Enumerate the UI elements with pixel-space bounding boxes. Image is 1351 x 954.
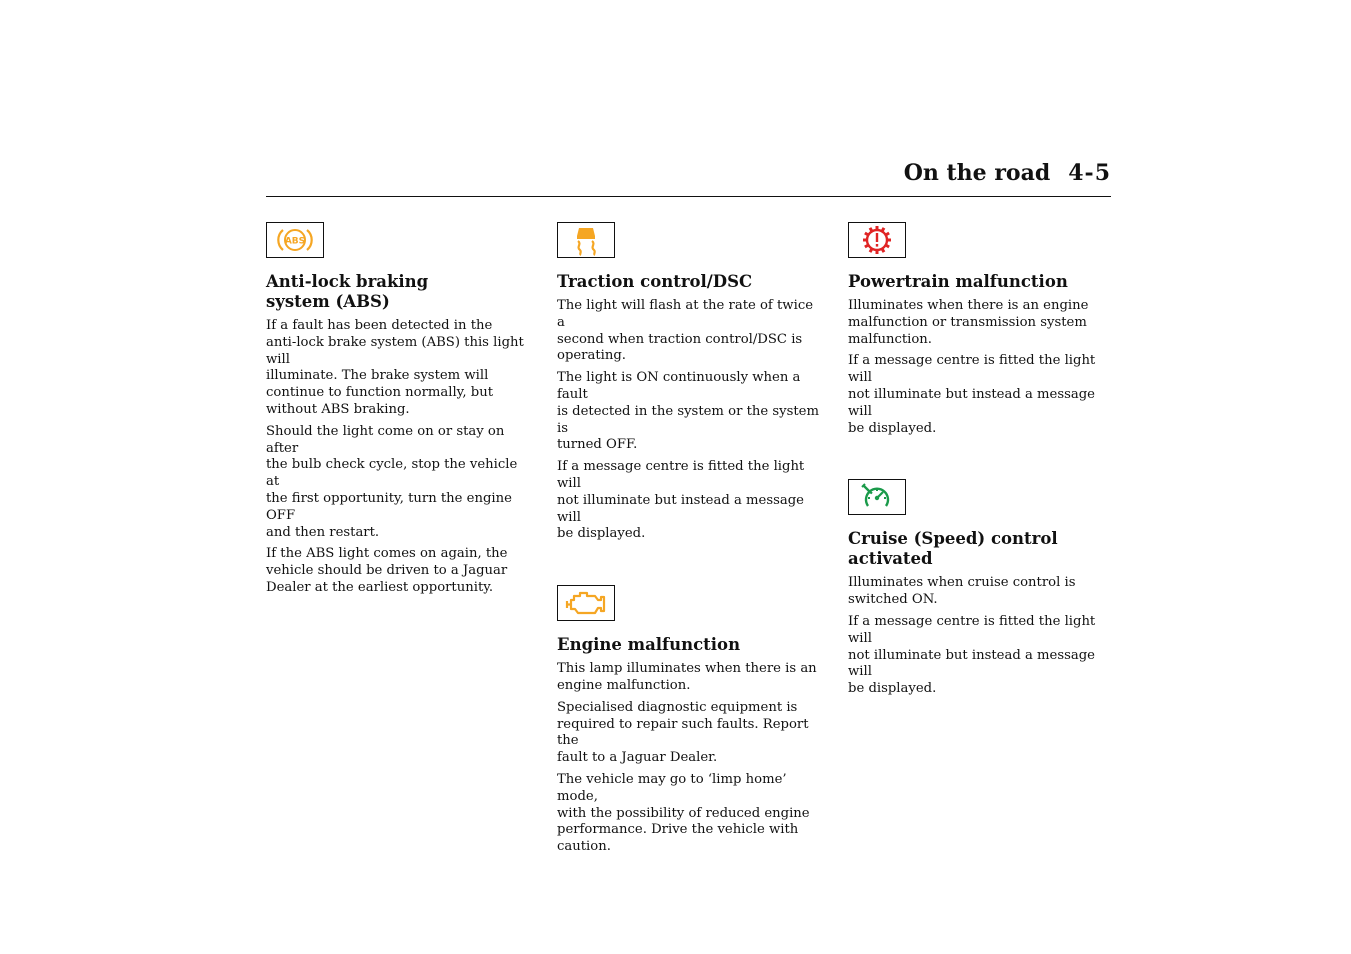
paragraph-line: If a message centre is fitted the light will (848, 353, 1096, 386)
section-heading (557, 272, 819, 292)
cruise-control-icon (861, 483, 893, 511)
paragraph-line: anti-lock brake system (ABS) this light will (266, 334, 524, 367)
abs-warning-icon (275, 225, 315, 255)
body-paragraph (557, 772, 819, 856)
body-paragraph (848, 298, 1110, 348)
paragraph-line: be displayed. (557, 526, 646, 542)
traction-control-icon (571, 224, 601, 256)
section-heading (266, 272, 528, 312)
heading-line: activated (848, 549, 933, 569)
section-number: 4-5 (1068, 160, 1111, 186)
paragraph-line: not illuminate but instead a message will (848, 386, 1095, 419)
paragraph-line: Dealer at the earliest opportunity. (266, 579, 494, 595)
paragraph-line: This lamp illuminates when there is an (557, 661, 817, 677)
column-2 (557, 222, 819, 861)
paragraph-line: operating. (557, 348, 626, 364)
page-header (266, 158, 1111, 197)
warning-light-icon-box (557, 585, 615, 621)
paragraph-line: the bulb check cycle, stop the vehicle at (266, 457, 518, 490)
svg-text:ABS: ABS (284, 236, 306, 247)
paragraph-line: be displayed. (848, 420, 937, 436)
paragraph-line: the first opportunity, turn the engine OFF (266, 490, 512, 523)
paragraph-line: If a message centre is fitted the light will (848, 613, 1096, 646)
body-paragraph (557, 298, 819, 365)
powertrain-malfunction-icon (862, 225, 892, 255)
paragraph-line: If a message centre is fitted the light will (557, 459, 805, 491)
body-paragraph (266, 318, 528, 419)
heading-line: Cruise (Speed) control (848, 529, 1058, 549)
body-paragraph (848, 614, 1110, 698)
paragraph-line: be displayed. (848, 681, 937, 697)
paragraph-line: and then restart. (266, 524, 380, 540)
paragraph-line: is detected in the system or the system is (557, 403, 819, 436)
body-paragraph (557, 700, 819, 767)
paragraph-line: Specialised diagnostic equipment is (557, 699, 798, 715)
paragraph-line: not illuminate but instead a message will (848, 647, 1095, 680)
paragraph-line: Illuminates when there is an engine (848, 298, 1089, 313)
warning-light-icon-box (848, 479, 906, 515)
heading-line: Engine malfunction (557, 635, 741, 655)
engine-malfunction-icon (565, 588, 607, 618)
paragraph-line: If a fault has been detected in the (266, 318, 493, 333)
warning-light-icon-box (848, 222, 906, 258)
column-1 (266, 222, 528, 602)
paragraph-line: switched ON. (848, 592, 938, 608)
paragraph-line: The vehicle may go to ‘limp home’ mode, (557, 771, 787, 804)
paragraph-line: with the possibility of reduced engine (557, 805, 810, 821)
heading-line: Powertrain malfunction (848, 272, 1068, 291)
paragraph-line: vehicle should be driven to a Jaguar (266, 563, 508, 579)
paragraph-line: turned OFF. (557, 437, 638, 453)
section-heading (848, 529, 1110, 569)
heading-line: system (ABS) (266, 292, 390, 311)
paragraph-line: If the ABS light comes on again, the (266, 546, 508, 562)
body-paragraph (557, 459, 819, 543)
body-paragraph (848, 353, 1110, 437)
body-paragraph (848, 575, 1110, 609)
paragraph-line: Illuminates when cruise control is (848, 575, 1076, 591)
warning-light-section (557, 585, 819, 856)
body-paragraph (557, 370, 819, 454)
paragraph-line: second when traction control/DSC is (557, 331, 803, 347)
paragraph-line: required to repair such faults. Report the (557, 716, 809, 749)
paragraph-line: illuminate. The brake system will (266, 368, 489, 384)
paragraph-line: caution. (557, 839, 611, 855)
warning-light-section (266, 222, 528, 597)
section-heading (557, 635, 819, 655)
body-paragraph (557, 661, 819, 695)
paragraph-line: continue to function normally, but (266, 385, 493, 401)
heading-line: Traction control/DSC (557, 272, 753, 291)
section-heading (848, 272, 1110, 292)
paragraph-line: The light is ON continuously when a fault (557, 370, 801, 402)
warning-light-section (557, 222, 819, 543)
paragraph-line: malfunction or transmission system (848, 314, 1087, 330)
heading-line: Anti-lock braking (266, 272, 429, 291)
paragraph-line: engine malfunction. (557, 677, 691, 693)
warning-light-icon-box (557, 222, 615, 258)
paragraph-line: performance. Drive the vehicle with (557, 822, 799, 838)
column-3 (848, 222, 1110, 703)
warning-light-section (848, 222, 1110, 437)
page-title: On the road (903, 160, 1051, 186)
paragraph-line: Should the light come on or stay on after (266, 423, 505, 456)
paragraph-line: without ABS braking. (266, 401, 410, 417)
warning-light-icon-box (266, 222, 324, 258)
paragraph-line: The light will flash at the rate of twice a (557, 298, 814, 330)
body-paragraph (266, 546, 528, 596)
paragraph-line: malfunction. (848, 331, 932, 347)
paragraph-line: not illuminate but instead a message will (557, 492, 804, 525)
paragraph-line: fault to a Jaguar Dealer. (557, 750, 718, 766)
body-paragraph (266, 424, 528, 542)
warning-light-section (848, 479, 1110, 698)
